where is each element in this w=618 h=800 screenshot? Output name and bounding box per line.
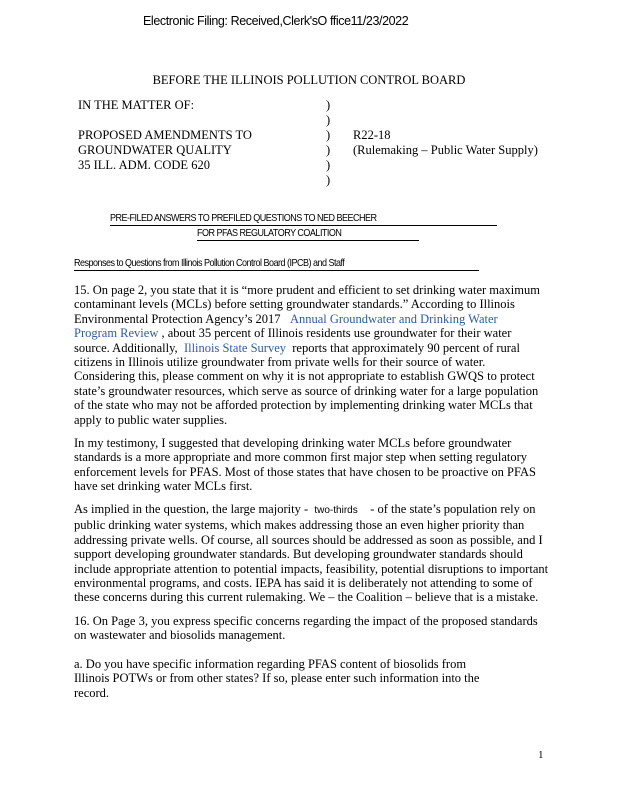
text-line: support developing groundwater standards. But developing groundwater standards should: [74, 547, 523, 562]
text-line: include appropriate attention to potential impacts, feasibility, potential disruptions to important: [74, 561, 549, 576]
doc-title-line2: FOR PFAS REGULATORY COALITION: [197, 227, 342, 239]
text-line: public drinking water systems, which makes addressing those an even higher priority than: [74, 518, 525, 533]
text-line: have set drinking water MCLs first.: [74, 479, 253, 494]
text-line: 16. On Page 3, you express specific concerns regarding the impact of the proposed standards: [74, 614, 538, 628]
text-line: record.: [74, 685, 110, 700]
title-underline-1: [110, 225, 497, 226]
text-line: state’s groundwater resources, which serve as source of drinking water for a large population: [74, 383, 539, 398]
text-line: Illinois POTWs or from other states? If so, please enter such information into the: [74, 671, 480, 686]
annual-review-link[interactable]: Annual Groundwater and Drinking Water: [289, 311, 498, 326]
answer-15-part1: [74, 436, 544, 494]
text-line: a. Do you have specific information regarding PFAS content of biosolids from: [74, 657, 467, 671]
text-line: on wastewater and biosolids management.: [74, 628, 286, 643]
text-line: As implied in the question, the large majority - two-thirds - of the state’s population rely on: [74, 502, 536, 516]
board-heading: BEFORE THE ILLINOIS POLLUTION CONTROL BOARD: [152, 73, 466, 87]
text-line: source. Additionally, Illinois State Survey reports that approximately 90 percent of rural: [74, 340, 520, 355]
annual-review-link-cont[interactable]: Program Review: [74, 326, 159, 341]
caption-parens: [326, 98, 330, 188]
text-line: Program Review , about 35 percent of Illinois residents use groundwater for their water: [74, 326, 512, 341]
docket-number: R22-18: [353, 128, 391, 142]
caption-left: [78, 98, 252, 173]
question-15: [74, 283, 544, 427]
paren: ): [326, 113, 331, 127]
paren: ): [326, 173, 331, 187]
text-line: citizens in Illinois utilize groundwater from private wells for their source of water.: [74, 355, 486, 370]
text-line: environmental programs, and costs. IEPA has said it is deliberately not attending to some of: [74, 576, 533, 591]
text-line: Environmental Protection Agency’s 2017 Annual Groundwater and Drinking Water: [74, 311, 498, 326]
section-underline: [74, 270, 479, 271]
caption-line: PROPOSED AMENDMENTS TO: [78, 128, 252, 142]
text-line: enforcement levels for PFAS. Most of those states that have chosen to be proactive on PFAS: [74, 464, 536, 479]
caption-line: 35 ILL. ADM. CODE 620: [78, 158, 210, 172]
caption-line: GROUNDWATER QUALITY: [78, 143, 232, 157]
caption-right: [353, 128, 538, 158]
text-line: standards is a more appropriate and more common first major step when setting regulatory: [74, 450, 527, 465]
paren: ): [326, 143, 331, 157]
filing-stamp: Electronic Filing: Received,Clerk'sO ffice11/23/2022: [143, 14, 409, 28]
title-underline-2: [197, 240, 419, 241]
paren: ): [326, 128, 331, 142]
question-16: [74, 614, 544, 643]
rulemaking-type: (Rulemaking – Public Water Supply): [353, 143, 538, 157]
page-number: 1: [538, 749, 544, 761]
text-line: 15. On page 2, you state that it is “more prudent and efficient to set drinking water maximum: [74, 283, 540, 297]
doc-title-line1: PRE-FILED ANSWERS TO PREFILED QUESTIONS TO NED BEECHER: [110, 212, 377, 224]
caption-line: [78, 113, 252, 128]
caption-line: IN THE MATTER OF:: [78, 98, 195, 112]
question-16a: [74, 657, 544, 700]
text-line: these concerns during this current rulemaking. We – the Coalition – believe that is a mistake.: [74, 590, 539, 605]
text-line: contaminant levels (MCLs) before setting groundwater standards.” According to Illinois: [74, 297, 515, 312]
text-line: apply to public water supplies.: [74, 412, 228, 427]
text-line: In my testimony, I suggested that developing drinking water MCLs before groundwater: [74, 436, 512, 450]
text-line: Considering this, please comment on why it is not appropriate to establish GWQS to protect: [74, 369, 535, 384]
text-line: addressing private wells. Of course, all sources should be addressed as soon as possible, and I: [74, 532, 543, 547]
answer-15-part2: [74, 502, 549, 605]
paren: ): [326, 158, 331, 172]
paren: ): [326, 98, 331, 112]
section-heading: Responses to Questions from Illinois Pollution Control Board (IPCB) and Staff: [74, 257, 345, 269]
state-survey-link[interactable]: Illinois State Survey: [183, 340, 287, 355]
text-line: of the state who may not be afforded protection by implementing drinking water MCLs that: [74, 398, 533, 413]
